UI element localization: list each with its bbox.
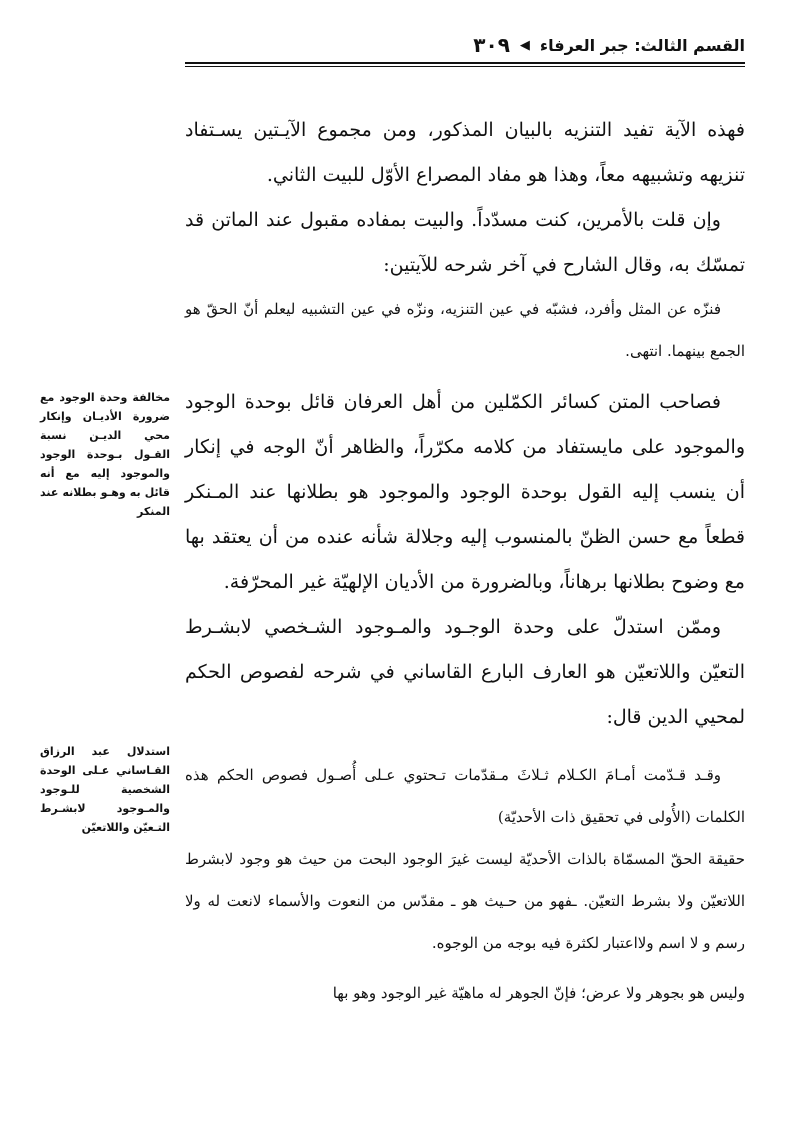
paragraph-3: فصاحب المتن كسائر الكمّلين من أهل العرفان قائل بوحدة الوجود والموجود على مايستفاد من كلامه مكرّراً، والظاهر أنّ الوجه في إنكار أن ينسب إليه القول بوحدة الوجود والموجود هو بطلانها عند المـنكر قطعاً مع حسن الظنّ بالمنسوب إليه وجلالة شأنه عنده من أن يعتقد بها مع وضوح بطلانها برهاناً، وبالضرورة من الأديان الإلهيّة غير المحرّفة.	[185, 391, 745, 593]
header-rule-thin	[185, 66, 745, 67]
quote-1: فنزّه عن المثل وأفرد، فشبّه في عين التنزيه، ونزّه في عين التشبيه ليعلم أنّ الحقّ هو الجمع بينهما. انتهى.	[185, 300, 745, 360]
paragraph-1: فهذه الآية تفيد التنزيه بالبيان المذكور، ومن مجموع الآيـتين يسـتفاد تنزيهه وتشبيهه معاً، وهذا هو مفاد المصراع الأوّل للبيت الثاني.	[185, 119, 745, 186]
margin-note-1: مخالفة وحدة الوجود مع ضرورة الأديـان وإنكار محي الديـن نسبة القـول بـوحدة الوجود والموجود إليه مع أنه قائل به وهـو بطلانه عند المنكر	[40, 391, 170, 518]
quote-2-tail: وليس هو بجوهر ولا عرض؛ فإنّ الجوهر له ماهيّة غير الوجود وهو بها	[332, 984, 745, 1002]
quote-2-intro: وقـد قـدّمت أمـامَ الكـلام ثـلاثَ مـقدّمات تـحتوي عـلى أُصـول فصوص الحكم هذه الكلمات (الأُولى في تحقيق ذات الأحديّة)	[185, 766, 745, 826]
margin-note-2: استدلال عبد الرزاق القـاساني عـلى الوحدة الشخصية للـوجود والمـوجود لابشـرط التـعيّن واللاتعيّن	[40, 745, 170, 834]
section-title: القسم الثالث: جبر العرفاء	[539, 35, 745, 55]
arrow-left-icon: ◀	[519, 37, 530, 53]
main-text	[185, 98, 745, 1014]
quote-2-body: حقيقة الحقّ المسمّاة بالذات الأحديّة ليست غيرَ الوجود البحت من حيث هو وجود لابشرط اللاتعيّن ولا بشرط التعيّن. ـفهو من حـيث هو ـ مقدّس من النعوت والأسماء لانعت له ولا رسم و لا اسم ولااعتبار لكثرة فيه بوجه من الوجوه.	[185, 850, 745, 952]
paragraph-2: وإن قلت بالأمرين، كنت مسدّداً. والبيت بمفاده مقبول عند الماتن قد تمسّك به، وقال الشارح في آخر شرحه للآيتين:	[185, 209, 745, 276]
running-header	[185, 30, 745, 60]
paragraph-4: وممّن استدلّ على وحدة الوجـود والمـوجود الشـخصي لابشـرط التعيّن واللاتعيّن هو العارف البارع القاساني في شرحه لفصوص الحكم لمحيي الدين قال:	[185, 616, 745, 728]
page-number: ٣٠٩	[473, 33, 510, 57]
header-rule-thick	[185, 62, 745, 64]
